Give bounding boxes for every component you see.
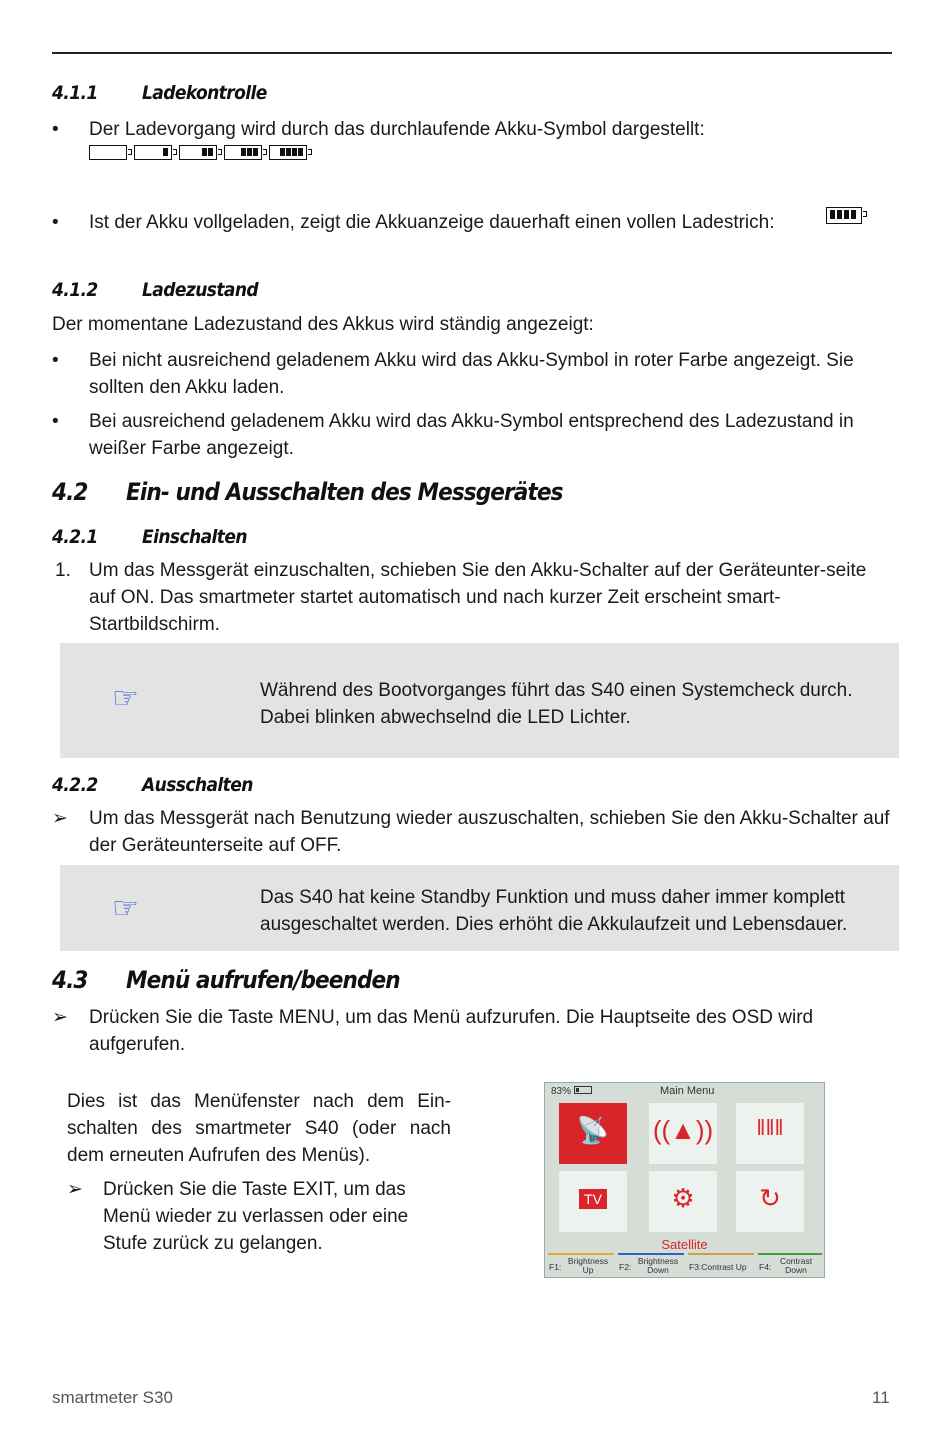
note-text: Während des Bootvorganges führt das S40 einen Systemcheck durch. Dabei blinken abwechselnd die LED Lichter. <box>260 680 853 728</box>
fkey-f2 <box>618 1253 688 1277</box>
arrow-bullet-icon: ➢ <box>52 1007 68 1028</box>
heading-title: Ladezustand <box>142 279 259 301</box>
heading-number: 4.2.1 <box>52 526 98 548</box>
heading-4-2-2 <box>52 774 253 796</box>
battery-sequence <box>89 144 314 166</box>
menu-tile-tv <box>559 1171 627 1232</box>
fkey-color-line <box>618 1253 684 1255</box>
fkey-label: F3:Contrast Up <box>689 1262 747 1272</box>
fkey-label: Contrast Down <box>779 1256 813 1275</box>
paragraph: Der momentane Ladezustand des Akkus wird ständig angezeigt: <box>52 314 594 335</box>
list-item-text: Ist der Akku vollgeladen, zeigt die Akkuanzeige dauerhaft einen vollen Ladestrich: <box>89 212 775 233</box>
heading-number: 4.1.1 <box>52 82 98 104</box>
list-item-text: Um das Messgerät nach Benutzung wieder auszuschalten, schieben Sie den Akku-Schalter auf der Geräteunterseite auf OFF. <box>89 808 890 856</box>
battery-cell <box>247 148 252 156</box>
menu-title: Main Menu <box>660 1085 715 1097</box>
heading-4-2-1 <box>52 526 247 548</box>
note-box <box>60 643 899 758</box>
heading-4-1-1 <box>52 82 267 104</box>
heading-title: Einschalten <box>142 526 247 548</box>
main-menu-screenshot <box>544 1082 825 1278</box>
list-item-text: Der Ladevorgang wird durch das durchlaufende Akku-Symbol dargestellt: <box>89 119 705 140</box>
fkey-f1 <box>548 1253 618 1277</box>
battery-level-icon <box>134 145 172 160</box>
bullet-marker: • <box>52 411 59 432</box>
heading-number: 4.2 <box>52 478 88 506</box>
tv-icon: TV <box>559 1191 627 1207</box>
selected-item-label: Satellite <box>661 1237 708 1252</box>
heading-number: 4.3 <box>52 966 88 994</box>
refresh-icon: ↻ <box>759 1183 781 1213</box>
arrow-bullet-icon: ➢ <box>67 1179 83 1200</box>
battery-icon <box>574 1086 592 1094</box>
paragraph: Dies ist das Menüfenster nach dem Ein-schalten des smartmeter S40 (oder nach dem erneuten Aufrufen des Menüs). <box>67 1091 451 1166</box>
gear-icon: ⚙ <box>671 1183 695 1213</box>
battery-cell <box>286 148 291 156</box>
menu-tile-refresh <box>736 1171 804 1232</box>
heading-4-3 <box>52 966 400 994</box>
list-item <box>52 1004 890 1058</box>
fkey-color-line <box>548 1253 614 1255</box>
menu-tile-satellite <box>559 1103 627 1164</box>
menu-tile-signal <box>649 1103 717 1164</box>
step-number: 1. <box>55 560 71 581</box>
battery-full-icon <box>826 207 869 225</box>
battery-percent: 83% <box>551 1086 572 1097</box>
numbered-step <box>52 557 890 638</box>
heading-number: 4.1.2 <box>52 279 98 301</box>
heading-title: Menü aufrufen/beenden <box>126 966 400 994</box>
note-text: Das S40 hat keine Standby Funktion und muss daher immer komplett ausgeschaltet werden. Dies erhöht die Akkulaufzeit und Lebensdauer. <box>260 887 848 935</box>
fkey-f4 <box>758 1253 825 1277</box>
list-item-text: Drücken Sie die Taste EXIT, um das Menü wieder zu verlassen oder eine Stufe zurück zu gelangen. <box>103 1179 409 1254</box>
antenna-icon: ((▲)) <box>652 1115 714 1145</box>
fkey-color-line <box>758 1253 822 1255</box>
battery-cell <box>163 148 168 156</box>
battery-level-icon <box>89 145 127 160</box>
list-item <box>67 1176 451 1258</box>
heading-number: 4.2.2 <box>52 774 98 796</box>
list-item-text: Bei nicht ausreichend geladenem Akku wird das Akku-Symbol in roter Farbe angezeigt. Sie sollten den Akku laden. <box>89 350 854 398</box>
heading-title: Ein- und Ausschalten des Messgerätes <box>126 478 563 506</box>
list-item-text: Drücken Sie die Taste MENU, um das Menü aufzurufen. Die Hauptseite des OSD wird aufgerufen. <box>89 1007 814 1055</box>
fkey-key: F1: <box>549 1262 562 1272</box>
heading-4-1-2 <box>52 279 258 301</box>
menu-top-bar <box>545 1083 824 1099</box>
pointing-hand-icon: ☞ <box>112 682 139 715</box>
battery-level-icon <box>224 145 262 160</box>
fkey-label: Brightness Up <box>567 1256 609 1275</box>
fkey-label: Brightness Down <box>637 1256 679 1275</box>
battery-level-icon <box>269 145 307 160</box>
list-item-text: Bei ausreichend geladenem Akku wird das Akku-Symbol entsprechend des Ladezustand in weißer Farbe angezeigt. <box>89 411 854 459</box>
heading-title: Ausschalten <box>142 774 253 796</box>
battery-cell <box>292 148 297 156</box>
spectrum-icon: ‖‖‖ <box>756 1115 784 1140</box>
battery-cell <box>280 148 285 156</box>
bullet-marker: • <box>52 350 59 371</box>
battery-cell <box>298 148 303 156</box>
arrow-bullet-icon: ➢ <box>52 808 68 829</box>
heading-4-2 <box>52 478 563 506</box>
bullet-marker: • <box>52 212 59 233</box>
fkey-key: F2: <box>619 1262 632 1272</box>
battery-cell <box>208 148 213 156</box>
step-text: Um das Messgerät einzuschalten, schieben Sie den Akku-Schalter auf der Geräteunter-seite auf ON. Das smartmeter startet automatisch und nach kurzer Zeit erscheint smart-Startbildschirm. <box>89 560 867 635</box>
menu-tile-settings <box>649 1171 717 1232</box>
battery-cell <box>253 148 258 156</box>
menu-tile-spectrum <box>736 1103 804 1164</box>
battery-cell <box>241 148 246 156</box>
list-item <box>52 347 890 401</box>
heading-title: Ladekontrolle <box>142 82 267 104</box>
function-key-bar <box>545 1253 824 1277</box>
list-item <box>52 408 890 462</box>
satellite-dish-icon: 📡 <box>576 1115 610 1145</box>
fkey-color-line <box>688 1253 754 1255</box>
list-item <box>52 805 890 859</box>
footer-product-name: smartmeter S30 <box>52 1388 173 1407</box>
battery-cell <box>202 148 207 156</box>
top-rule <box>52 52 892 54</box>
bullet-marker: • <box>52 119 59 140</box>
pointing-hand-icon: ☞ <box>112 892 139 925</box>
page-number: 11 <box>872 1388 890 1407</box>
fkey-key: F4: <box>759 1262 772 1272</box>
battery-level-icon <box>179 145 217 160</box>
fkey-f3 <box>688 1253 758 1277</box>
note-box <box>60 865 899 951</box>
